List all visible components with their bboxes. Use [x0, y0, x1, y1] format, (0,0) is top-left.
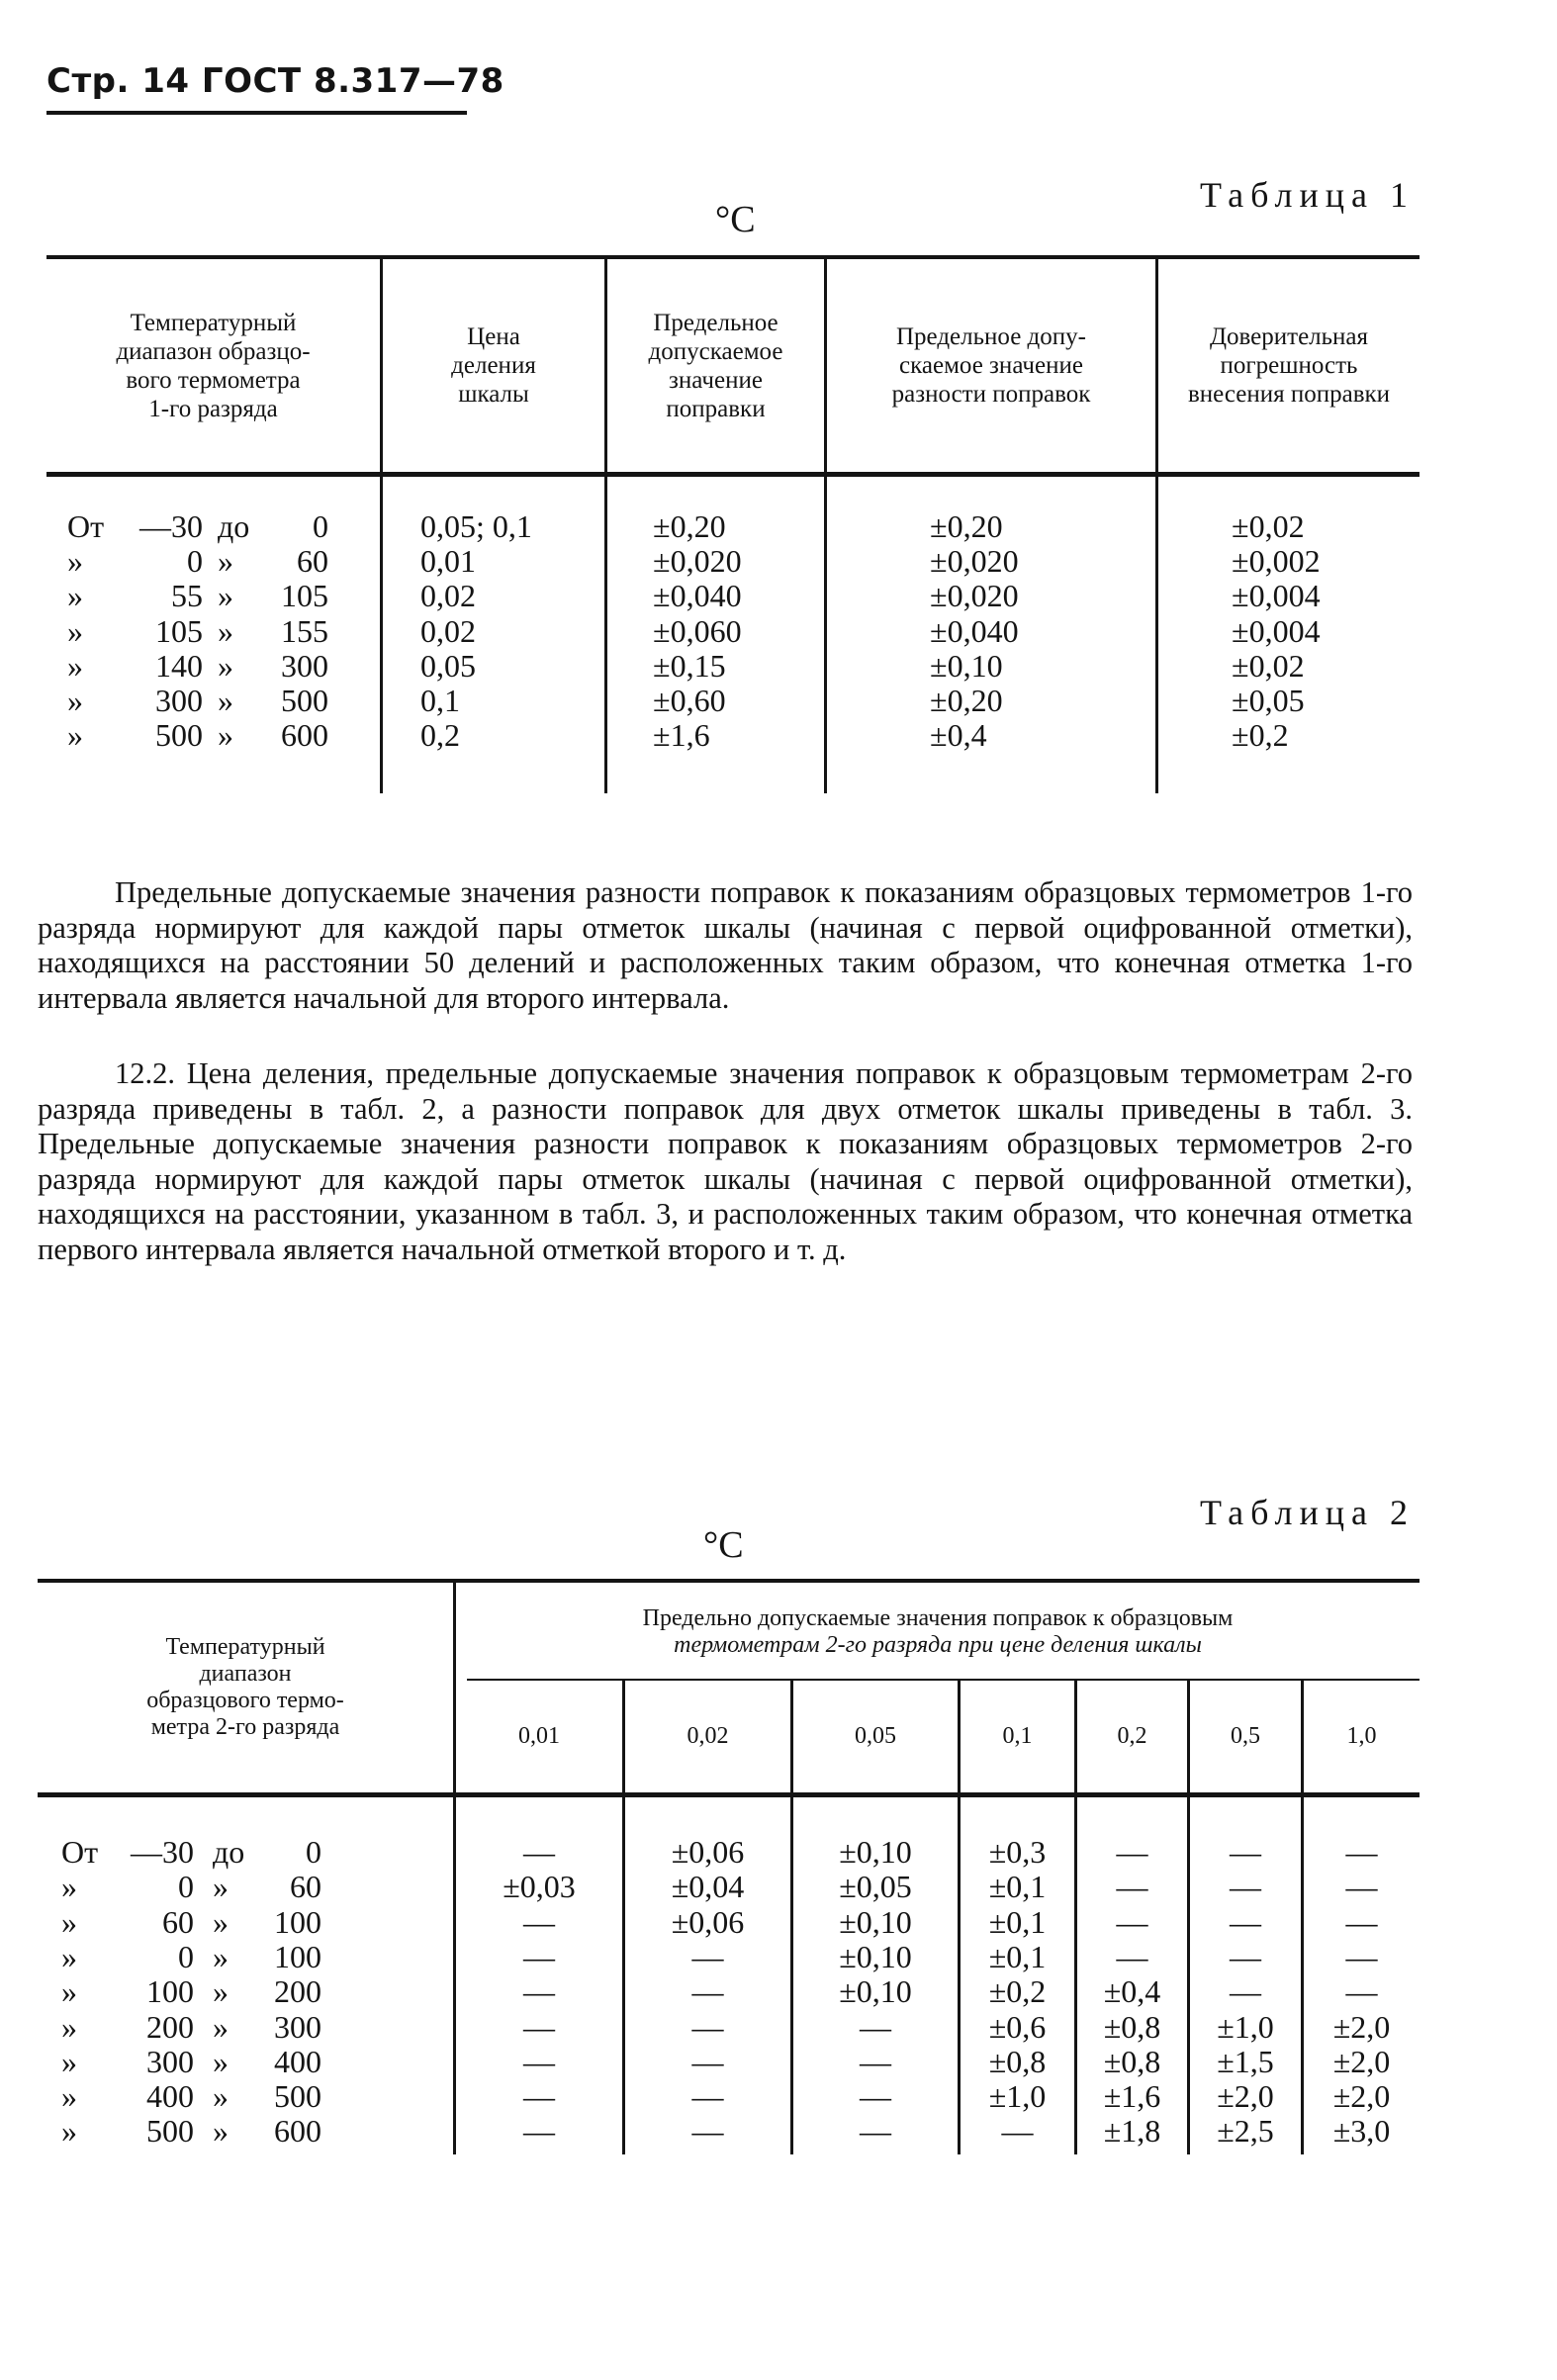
- table2-range-to: 100: [274, 1938, 321, 1974]
- table2-range-from: 60: [162, 1903, 194, 1940]
- table1-range-from: 55: [171, 578, 203, 614]
- table2-value-cell: ±2,0: [1217, 2078, 1274, 2115]
- table2-range-from-label: »: [61, 2113, 77, 2150]
- table2-value-cell: —: [1230, 1834, 1261, 1870]
- table2-value-cell: ±0,10: [839, 1903, 912, 1940]
- table2-value-cell: —: [691, 2078, 724, 2115]
- table1-header-division: Цена деления шкалы: [451, 323, 536, 408]
- table2-range-from-label: »: [61, 2078, 77, 2115]
- table2-value-cell: —: [1230, 1903, 1261, 1940]
- paragraph-1-text: Предельные допускаемые значения разности поправок к показаниям образцовых термометров 1-го разряда нормируют для каждой пары отметок шкалы (начиная с первой оцифрованной отметки), находящихся на расстоянии 50 делений и расположенных таким образом, что конечная отметка 1-го интервала является начальной для второго интервала.: [38, 875, 1413, 1015]
- table2-value-cell: ±1,5: [1217, 2043, 1274, 2079]
- page-header: Стр. 14 ГОСТ 8.317—78: [46, 61, 504, 101]
- table2-value-cell: ±0,1: [988, 1938, 1047, 1974]
- table2-range-to-label: до: [213, 1834, 245, 1870]
- table2-range-from-label: »: [61, 1938, 77, 1974]
- table2-value-cell: —: [1230, 1973, 1261, 2010]
- table1-range-from: 0: [187, 543, 203, 580]
- table2-range-to-label: »: [213, 2008, 229, 2045]
- table2-value-cell: —: [1116, 1938, 1148, 1974]
- table2-value-cell: ±2,5: [1217, 2113, 1274, 2150]
- table2-range-to: 100: [274, 1903, 321, 1940]
- table2-range-from-label: »: [61, 2008, 77, 2045]
- table1-correction-cell: ±0,20: [653, 508, 726, 544]
- table2-division-header: 0,2: [1117, 1723, 1147, 1749]
- table2-value-cell: ±0,3: [988, 1834, 1047, 1870]
- table2-value-cell: ±0,6: [988, 2008, 1047, 2045]
- table2-range-to-label: »: [213, 2078, 229, 2115]
- table2-value-cell: —: [860, 2078, 891, 2115]
- table1-range-to-label: »: [218, 683, 233, 718]
- table2-value-cell: ±0,06: [671, 1834, 745, 1870]
- table1-error-cell: ±0,004: [1232, 578, 1321, 614]
- table1-error-cell: ±0,004: [1232, 612, 1321, 649]
- table1-division-cell: 0,02: [420, 612, 476, 649]
- table2-value-cell: ±1,0: [1217, 2008, 1274, 2045]
- table2-range-to: 500: [274, 2078, 321, 2115]
- table2-division-header: 0,1: [1002, 1723, 1033, 1749]
- table2-value-cell: ±0,10: [839, 1973, 912, 2010]
- table1-range-to-label: »: [218, 717, 233, 754]
- table1-division-cell: 0,05; 0,1: [420, 508, 532, 544]
- table2-value-cell: —: [1230, 1938, 1261, 1974]
- table2-value-cell: —: [523, 1903, 555, 1940]
- table1-range-to: 155: [281, 612, 328, 649]
- table2-value-cell: —: [1345, 1869, 1378, 1905]
- table2-unit: °С: [703, 1524, 744, 1566]
- table2-range-to: 60: [290, 1869, 321, 1905]
- table2-value-cell: ±0,2: [988, 1973, 1047, 2010]
- table2-value-cell: ±2,0: [1332, 2008, 1391, 2045]
- table1-header-error: Доверительная погрешность внесения поправки: [1187, 323, 1391, 408]
- table1-range-to-label: »: [218, 543, 233, 580]
- table1-division-cell: 0,01: [420, 543, 476, 580]
- table2-value-cell: ±3,0: [1332, 2113, 1391, 2150]
- table2-range-to-label: »: [213, 1869, 229, 1905]
- table1-correction-cell: ±0,020: [653, 543, 742, 580]
- table2-range-to: 600: [274, 2113, 321, 2150]
- paragraph-2: [38, 1056, 1413, 1267]
- table2-value-cell: —: [1345, 1903, 1378, 1940]
- table1-unit: °С: [715, 199, 756, 240]
- table2-value-cell: ±0,10: [839, 1938, 912, 1974]
- table2-range-to-label: »: [213, 1973, 229, 2010]
- table1-range-to: 105: [281, 578, 328, 614]
- table2-value-cell: —: [523, 2043, 555, 2079]
- table1-range-from: 105: [155, 612, 203, 649]
- table1-range-to-label: »: [218, 647, 233, 684]
- table1-division-cell: 0,02: [420, 578, 476, 614]
- table2-value-cell: ±2,0: [1332, 2078, 1391, 2115]
- table1-header-difference: Предельное допу- скаемое значение разности поправок: [891, 323, 1091, 408]
- table2-range-from: 500: [146, 2113, 194, 2150]
- table1-range-to-label: »: [218, 612, 233, 649]
- table1-division-cell: 0,2: [420, 717, 460, 754]
- table1-range-to: 60: [297, 543, 328, 580]
- table1-range-from: 500: [155, 717, 203, 754]
- table2-range-from: 100: [146, 1973, 194, 2010]
- table2-range-from-label: »: [61, 1903, 77, 1940]
- table2-value-cell: ±0,8: [988, 2043, 1047, 2079]
- table2-value-cell: —: [691, 1973, 724, 2010]
- table1-error-cell: ±0,002: [1232, 543, 1321, 580]
- table2-value-cell: ±0,03: [503, 1869, 576, 1905]
- table2-range-to: 400: [274, 2043, 321, 2079]
- table1-range-to-label: до: [218, 508, 250, 544]
- table2-value-cell: —: [1230, 1869, 1261, 1905]
- table2-caption: Таблица 2: [1200, 1493, 1415, 1532]
- table1-error-cell: ±0,02: [1232, 508, 1305, 544]
- table2-value-cell: ±0,06: [671, 1903, 745, 1940]
- table1-division-cell: 0,05: [420, 647, 476, 684]
- table2-range-from: 0: [178, 1869, 194, 1905]
- table1-header-correction: Предельное допускаемое значение поправки: [648, 309, 783, 422]
- table2-value-cell: ±0,1: [988, 1903, 1047, 1940]
- table1-range-from-label: »: [67, 717, 83, 754]
- table2-range-from-label: »: [61, 2043, 77, 2079]
- table1-correction-cell: ±0,060: [653, 612, 742, 649]
- table2-value-cell: —: [1116, 1834, 1148, 1870]
- table2-value-cell: —: [523, 2008, 555, 2045]
- table2-division-header: 0,5: [1231, 1723, 1260, 1749]
- table1-difference-cell: ±0,020: [930, 543, 1019, 580]
- table2-value-cell: —: [1345, 1834, 1378, 1870]
- header-rule: [46, 111, 467, 115]
- table1-correction-cell: ±1,6: [653, 717, 710, 754]
- table2-division-header: 0,02: [687, 1723, 729, 1749]
- table1-division-cell: 0,1: [420, 683, 460, 718]
- table2-value-cell: —: [1116, 1903, 1148, 1940]
- table2-division-header: 0,01: [518, 1723, 560, 1749]
- table2-value-cell: —: [523, 1938, 555, 1974]
- table1-difference-cell: ±0,20: [930, 508, 1003, 544]
- table2-range-from: —30: [131, 1834, 194, 1870]
- table2-range-from: 200: [146, 2008, 194, 2045]
- table2-group-header-line2: термометрам 2-го разряда при цене деления шкалы: [674, 1632, 1202, 1658]
- table1-range-from-label: »: [67, 647, 83, 684]
- table2-range-to: 0: [306, 1834, 321, 1870]
- table2-range-from: 300: [146, 2043, 194, 2079]
- table2-value-cell: —: [691, 1938, 724, 1974]
- table2-value-cell: —: [860, 2043, 891, 2079]
- table2-range-from-label: »: [61, 1869, 77, 1905]
- table1-difference-cell: ±0,020: [930, 578, 1019, 614]
- table2-value-cell: —: [1001, 2113, 1034, 2150]
- table2-range-from-label: »: [61, 1973, 77, 2010]
- table2-value-cell: ±0,04: [671, 1869, 745, 1905]
- table1-caption: Таблица 1: [1200, 175, 1415, 215]
- table2-value-cell: —: [523, 2078, 555, 2115]
- table1-range-from-label: »: [67, 578, 83, 614]
- table1-error-cell: ±0,05: [1232, 683, 1305, 718]
- table2-header-range: Температурный диапазон образцового термо- метра 2-го разряда: [146, 1634, 344, 1740]
- table2-value-cell: ±1,0: [988, 2078, 1047, 2115]
- table1-range-from: —30: [139, 508, 203, 544]
- table2-value-cell: —: [860, 2008, 891, 2045]
- paragraph-1: [38, 875, 1413, 1016]
- table1-range-to: 500: [281, 683, 328, 718]
- table2-range-to-label: »: [213, 1903, 229, 1940]
- table1-correction-cell: ±0,60: [653, 683, 726, 718]
- table2-group-header-line1: Предельно допускаемые значения поправок к образцовым: [642, 1605, 1234, 1631]
- table1-range-to: 300: [281, 647, 328, 684]
- table2-value-cell: —: [1345, 1938, 1378, 1974]
- table1-header-range: Температурный диапазон образцо- вого термометра 1-го разряда: [116, 309, 311, 422]
- table2-value-cell: ±0,05: [839, 1869, 912, 1905]
- table2-range-from-label: От: [61, 1834, 99, 1870]
- table2-value-cell: ±0,8: [1103, 2043, 1161, 2079]
- table2-value-cell: ±0,1: [988, 1869, 1047, 1905]
- table1-range-to: 0: [313, 508, 328, 544]
- table2-range-to-label: »: [213, 1938, 229, 1974]
- table2-value-cell: —: [1345, 1973, 1378, 2010]
- table2-range-to-label: »: [213, 2043, 229, 2079]
- table2-value-cell: ±0,8: [1103, 2008, 1161, 2045]
- table2-division-header: 1,0: [1346, 1723, 1377, 1749]
- table2-value-cell: ±0,4: [1103, 1973, 1161, 2010]
- table1-range-from: 140: [155, 647, 203, 684]
- table2-range-to-label: »: [213, 2113, 229, 2150]
- table1-range-from: 300: [155, 683, 203, 718]
- table2-value-cell: —: [523, 1973, 555, 2010]
- table2-value-cell: —: [691, 2008, 724, 2045]
- table2-value-cell: —: [1116, 1869, 1148, 1905]
- table1-range-from-label: »: [67, 612, 83, 649]
- table1-range-from-label: От: [67, 508, 105, 544]
- table2-value-cell: ±0,10: [839, 1834, 912, 1870]
- table1-header-rule: [46, 472, 1420, 477]
- table1-error-cell: ±0,2: [1232, 717, 1289, 754]
- table1-difference-cell: ±0,4: [930, 717, 987, 754]
- table1-range-to-label: »: [218, 578, 233, 614]
- table1-range-to: 600: [281, 717, 328, 754]
- paragraph-2-text: 12.2. Цена деления, предельные допускаемые значения поправок к образцовым термометрам 2-го разряда приведены в табл. 2, а разности поправок для двух отметок шкалы приведены в табл. 3. Предельные допускаемые значения разности поправок к показаниям образцовых термометров 2-го разряда нормируют для каждой пары отметок шкалы (начиная с первой оцифрованной отметки), находящихся на расстоянии, указанном в табл. 3, и расположенных таким образом, что конечная отметка первого интервала является начальной отметкой второго и т. д.: [38, 1056, 1413, 1266]
- table2-division-header: 0,05: [855, 1723, 896, 1749]
- table2-value-cell: —: [523, 1834, 555, 1870]
- table2-value-cell: —: [523, 2113, 555, 2150]
- table1-correction-cell: ±0,040: [653, 578, 742, 614]
- table2-value-cell: ±1,6: [1103, 2078, 1161, 2115]
- table2-value-cell: ±2,0: [1332, 2043, 1391, 2079]
- table1-range-from-label: »: [67, 683, 83, 718]
- table1-range-from-label: »: [67, 543, 83, 580]
- table2-range-to: 300: [274, 2008, 321, 2045]
- table1-error-cell: ±0,02: [1232, 647, 1305, 684]
- table2-range-to: 200: [274, 1973, 321, 2010]
- table1-difference-cell: ±0,040: [930, 612, 1019, 649]
- table1-correction-cell: ±0,15: [653, 647, 726, 684]
- table2-header-rule: [38, 1792, 1420, 1797]
- table2-range-from: 0: [178, 1938, 194, 1974]
- table1-difference-cell: ±0,20: [930, 683, 1003, 718]
- table2-value-cell: —: [691, 2043, 724, 2079]
- table2-value-cell: ±1,8: [1103, 2113, 1161, 2150]
- table2-value-cell: —: [691, 2113, 724, 2150]
- table2-value-cell: —: [860, 2113, 891, 2150]
- table1-difference-cell: ±0,10: [930, 647, 1003, 684]
- table2-range-from: 400: [146, 2078, 194, 2115]
